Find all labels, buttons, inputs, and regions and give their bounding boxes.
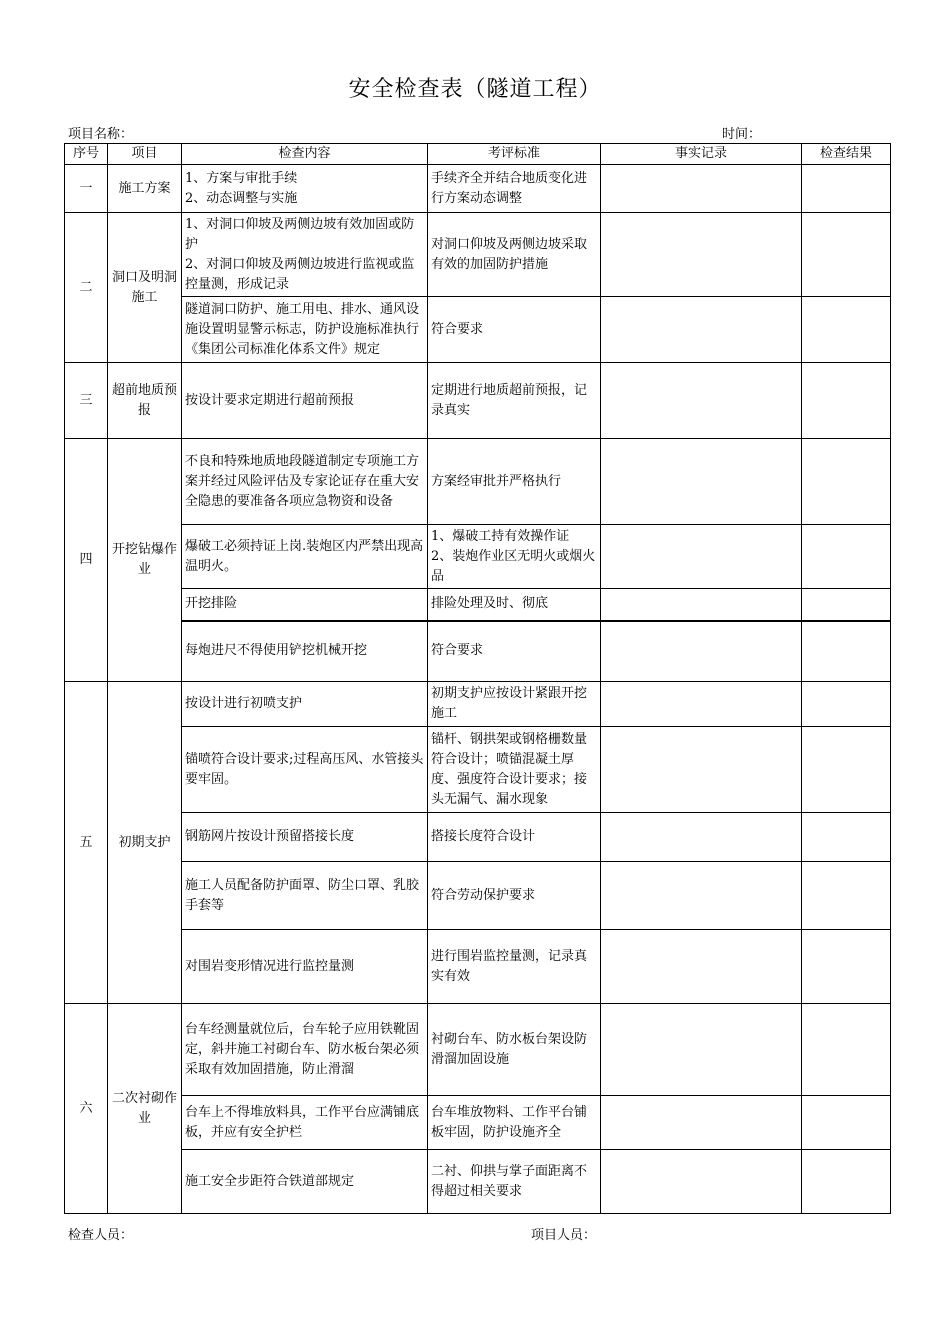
fact-record-cell[interactable] xyxy=(601,813,802,862)
check-content: 隧道洞口防护、施工用电、排水、通风设施设置明显警示标志，防护设施标准执行《集团公司标准化体系文件》规定 xyxy=(182,297,428,363)
fact-record-cell[interactable] xyxy=(601,525,802,589)
column-header-result: 检查结果 xyxy=(802,144,891,165)
fact-record-cell[interactable] xyxy=(601,621,802,682)
inspection-table xyxy=(64,143,891,1214)
project-staff-label: 项目人员： xyxy=(531,1228,597,1243)
section-seq: 一 xyxy=(65,165,108,213)
evaluation-standard: 符合要求 xyxy=(428,621,601,682)
check-content: 钢筋网片按设计预留搭接长度 xyxy=(182,813,428,862)
table-row xyxy=(65,930,891,1004)
evaluation-standard: 手续齐全并结合地质变化进行方案动态调整 xyxy=(428,165,601,213)
check-result-cell[interactable] xyxy=(802,525,891,589)
evaluation-standard: 1、爆破工持有效操作证 2、装炮作业区无明火或烟火品 xyxy=(428,525,601,589)
project-name-label: 项目名称： xyxy=(68,127,134,142)
check-content: 按设计进行初喷支护 xyxy=(182,682,428,727)
check-result-cell[interactable] xyxy=(802,297,891,363)
evaluation-standard: 符合要求 xyxy=(428,297,601,363)
check-content: 每炮进尺不得使用铲挖机械开挖 xyxy=(182,621,428,682)
check-result-cell[interactable] xyxy=(802,813,891,862)
table-row xyxy=(65,1096,891,1150)
fact-record-cell[interactable] xyxy=(601,589,802,621)
check-result-cell[interactable] xyxy=(802,862,891,930)
table-row xyxy=(65,297,891,363)
table-row xyxy=(65,862,891,930)
evaluation-standard: 搭接长度符合设计 xyxy=(428,813,601,862)
table-row xyxy=(65,213,891,297)
table-row xyxy=(65,165,891,213)
evaluation-standard: 台车堆放物料、工作平台铺板牢固，防护设施齐全 xyxy=(428,1096,601,1150)
check-result-cell[interactable] xyxy=(802,439,891,525)
check-result-cell[interactable] xyxy=(802,363,891,439)
fact-record-cell[interactable] xyxy=(601,862,802,930)
table-row xyxy=(65,589,891,621)
check-result-cell[interactable] xyxy=(802,589,891,621)
fact-record-cell[interactable] xyxy=(601,930,802,1004)
time-label: 时间： xyxy=(722,127,762,142)
column-header-item: 项目 xyxy=(108,144,182,165)
check-content: 锚喷符合设计要求;过程高压风、水管接头要牢固。 xyxy=(182,727,428,813)
fact-record-cell[interactable] xyxy=(601,1150,802,1214)
page-title: 安全检查表（隧道工程） xyxy=(348,77,602,102)
fact-record-cell[interactable] xyxy=(601,1004,802,1096)
check-result-cell[interactable] xyxy=(802,930,891,1004)
column-header-seq: 序号 xyxy=(65,144,108,165)
fact-record-cell[interactable] xyxy=(601,363,802,439)
check-result-cell[interactable] xyxy=(802,682,891,727)
check-result-cell[interactable] xyxy=(802,1004,891,1096)
check-result-cell[interactable] xyxy=(802,621,891,682)
check-content: 不良和特殊地质地段隧道制定专项施工方案并经过风险评估及专家论证存在重大安全隐患的要准备各项应急物资和设备 xyxy=(182,439,428,525)
section-seq: 三 xyxy=(65,363,108,439)
section-seq: 四 xyxy=(65,439,108,682)
evaluation-standard: 进行围岩监控量测，记录真实有效 xyxy=(428,930,601,1004)
evaluation-standard: 锚杆、钢拱架或钢格栅数量符合设计；喷锚混凝土厚度、强度符合设计要求；接头无漏气、漏水现象 xyxy=(428,727,601,813)
check-content: 台车上不得堆放料具，工作平台应满铺底板，并应有安全护栏 xyxy=(182,1096,428,1150)
table-row xyxy=(65,621,891,682)
table-row xyxy=(65,1004,891,1096)
evaluation-standard: 衬砌台车、防水板台架设防滑溜加固设施 xyxy=(428,1004,601,1096)
evaluation-standard: 排险处理及时、彻底 xyxy=(428,589,601,621)
check-content: 爆破工必须持证上岗.装炮区内严禁出现高温明火。 xyxy=(182,525,428,589)
section-seq: 五 xyxy=(65,682,108,1004)
evaluation-standard: 方案经审批并严格执行 xyxy=(428,439,601,525)
section-item: 初期支护 xyxy=(108,682,182,1004)
section-seq: 六 xyxy=(65,1004,108,1214)
check-content: 按设计要求定期进行超前预报 xyxy=(182,363,428,439)
table-header-row xyxy=(65,144,891,165)
check-result-cell[interactable] xyxy=(802,1096,891,1150)
check-content: 1、对洞口仰坡及两侧边坡有效加固或防护 2、对洞口仰坡及两侧边坡进行监视或监控量测，形成记录 xyxy=(182,213,428,297)
evaluation-standard: 二衬、仰拱与掌子面距离不得超过相关要求 xyxy=(428,1150,601,1214)
column-header-content: 检查内容 xyxy=(182,144,428,165)
fact-record-cell[interactable] xyxy=(601,1096,802,1150)
table-row xyxy=(65,525,891,589)
column-header-record: 事实记录 xyxy=(601,144,802,165)
section-seq: 二 xyxy=(65,213,108,363)
table-row xyxy=(65,813,891,862)
check-content: 开挖排险 xyxy=(182,589,428,621)
check-content: 施工人员配备防护面罩、防尘口罩、乳胶手套等 xyxy=(182,862,428,930)
table-row xyxy=(65,439,891,525)
section-item: 洞口及明洞施工 xyxy=(108,213,182,363)
section-item: 二次衬砌作业 xyxy=(108,1004,182,1214)
fact-record-cell[interactable] xyxy=(601,165,802,213)
check-result-cell[interactable] xyxy=(802,213,891,297)
table-row xyxy=(65,363,891,439)
check-content: 施工安全步距符合铁道部规定 xyxy=(182,1150,428,1214)
section-item: 施工方案 xyxy=(108,165,182,213)
table-row xyxy=(65,1150,891,1214)
fact-record-cell[interactable] xyxy=(601,727,802,813)
fact-record-cell[interactable] xyxy=(601,682,802,727)
fact-record-cell[interactable] xyxy=(601,213,802,297)
evaluation-standard: 定期进行地质超前预报，记录真实 xyxy=(428,363,601,439)
table-row xyxy=(65,682,891,727)
check-content: 1、方案与审批手续 2、动态调整与实施 xyxy=(182,165,428,213)
section-item: 超前地质预报 xyxy=(108,363,182,439)
check-result-cell[interactable] xyxy=(802,1150,891,1214)
section-item: 开挖钻爆作业 xyxy=(108,439,182,682)
check-result-cell[interactable] xyxy=(802,727,891,813)
inspector-label: 检查人员： xyxy=(68,1228,134,1243)
fact-record-cell[interactable] xyxy=(601,439,802,525)
evaluation-standard: 符合劳动保护要求 xyxy=(428,862,601,930)
fact-record-cell[interactable] xyxy=(601,297,802,363)
evaluation-standard: 对洞口仰坡及两侧边坡采取有效的加固防护措施 xyxy=(428,213,601,297)
check-content: 对围岩变形情况进行监控量测 xyxy=(182,930,428,1004)
check-result-cell[interactable] xyxy=(802,165,891,213)
check-content: 台车经测量就位后，台车轮子应用铁靴固定，斜井施工衬砌台车、防水板台架必须采取有效加固措施，防止滑溜 xyxy=(182,1004,428,1096)
table-row xyxy=(65,727,891,813)
column-header-standard: 考评标准 xyxy=(428,144,601,165)
evaluation-standard: 初期支护应按设计紧跟开挖施工 xyxy=(428,682,601,727)
